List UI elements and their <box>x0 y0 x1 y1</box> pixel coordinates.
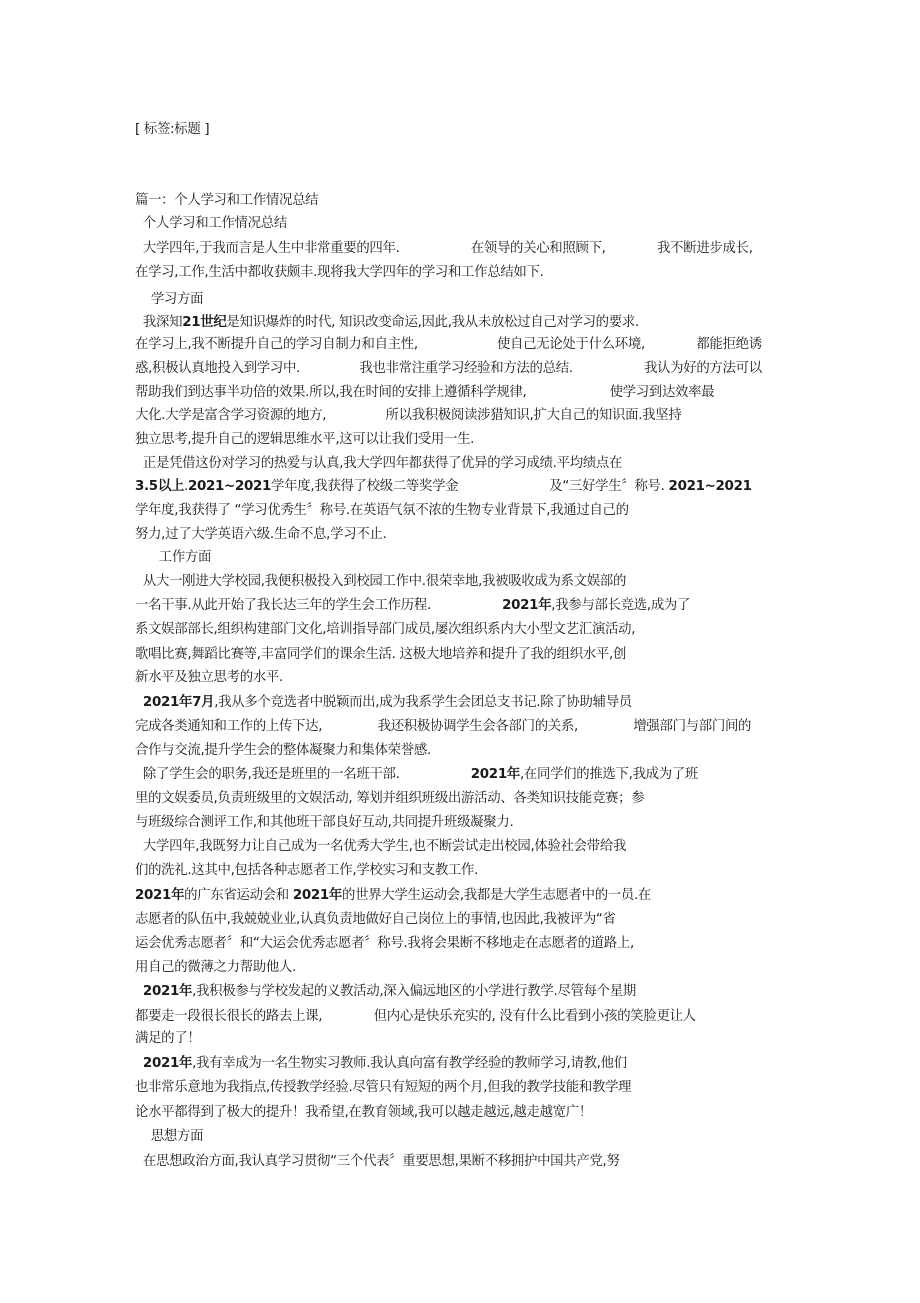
text-line: 帮助我们到达事半功倍的效果.所以,我在时间的安排上遵循科学规律, 使学习到达效率最 <box>135 385 715 400</box>
text-line: 在学习,工作,生活中都收获颇丰.现将我大学四年的学习和工作总结如下. <box>135 265 544 280</box>
text-line: 满足的了！ <box>135 1031 201 1046</box>
text-line: 2021年,我有幸成为一名生物实习教师.我认真向富有教学经验的教师学习,请教,他们 <box>142 1056 627 1071</box>
text-line: 完成各类通知和工作的上传下达, 我还积极协调学生会各部门的关系, 增强部门与部门间的 <box>135 719 752 734</box>
text-line: 与班级综合测评工作,和其他班干部良好互动,共同提升班级凝聚力. <box>135 815 514 830</box>
text-line: 独立思考,提升自己的逻辑思维水平,这可以让我们受用一生. <box>135 432 475 447</box>
text-line: 运会优秀志愿者〞和“大运会优秀志愿者〞称号.我将会果断不移地走在志愿者的道路上, <box>135 936 634 951</box>
text-line: 努力,过了大学英语六级.生命不息,学习不止. <box>135 527 387 542</box>
text-line: 也非常乐意地为我指点,传授教学经验.尽管只有短短的两个月,但我的教学技能和教学理 <box>135 1080 632 1095</box>
text-line: 2021年7月,我从多个竞选者中脱颖而出,成为我系学生会团总支书记.除了协助辅导员 <box>142 695 632 710</box>
text-line: 合作与交流,提升学生会的整体凝聚力和集体荣誉感. <box>135 743 431 758</box>
text-line: 里的文娱委员,负责班级里的文娱活动, 筹划并组织班级出游活动、各类知识技能竞赛；参 <box>135 791 645 806</box>
text-line: 大学四年,于我而言是人生中非常重要的四年. 在领导的关心和照顾下, 我不断进步成长, <box>135 241 753 256</box>
text-line: 大学四年,我既努力让自己成为一名优秀大学生,也不断尝试走出校园,体验社会带给我 <box>135 839 627 854</box>
text-line: 新水平及独立思考的水平. <box>135 670 283 685</box>
text-line: 们的洗礼.这其中,包括各种志愿者工作,学校实习和支教工作. <box>135 863 479 878</box>
text-line: 一名干事.从此开始了我长达三年的学生会工作历程. 2021年,我参与部长竞选,成为了 <box>135 598 691 613</box>
text-line: 学年度,我获得了 “学习优秀生〞称号.在英语气氛不浓的生物专业背景下,我通过自己的 <box>135 503 629 518</box>
text-line: 惑,积极认真地投入到学习中. 我也非常注重学习经验和方法的总结. 我认为好的方法可以 <box>135 361 762 376</box>
text-line: 我深知21世纪是知识爆炸的时代, 知识改变命运,因此,我从未放松过自己对学习的要求. <box>135 315 639 330</box>
text-line: 在学习上,我不断提升自己的学习自制力和自主性, 使自己无论处于什么环境, 都能拒绝诱 <box>135 337 762 352</box>
text-line: 工作方面 <box>135 550 212 565</box>
text-line: 从大一刚进大学校园,我便积极投入到校园工作中.很荣幸地,我被吸收成为系文娱部的 <box>135 574 627 589</box>
text-line: 志愿者的队伍中,我兢兢业业,认真负责地做好自己岗位上的事情,也因此,我被评为“省 <box>135 912 616 927</box>
text-line: 3.5以上.2021~2021学年度,我获得了校级二等奖学金 及“三好学生〞称号. 2021~2021 <box>135 479 752 494</box>
text-line: 学习方面 <box>135 292 204 307</box>
text-line: 论水平都得到了极大的提升！我希望,在教育领域,我可以越走越远,越走越宽广！ <box>135 1105 592 1120</box>
text-line: 思想方面 <box>135 1129 204 1144</box>
text-line: 歌唱比赛,舞蹈比赛等,丰富同学们的课余生活. 这极大地培养和提升了我的组织水平,创 <box>135 647 627 662</box>
text-line: 篇一：个人学习和工作情况总结 <box>135 193 319 208</box>
text-line: 大化.大学是富含学习资源的地方, 所以我积极阅读涉猎知识,扩大自己的知识面.我坚持 <box>135 408 682 423</box>
text-line: 2021年的广东省运动会和 2021年的世界大学生运动会,我都是大学生志愿者中的一员.在 <box>135 888 652 903</box>
text-line: 用自己的微薄之力帮助他人. <box>135 960 297 975</box>
text-line: 都要走一段很长很长的路去上课, 但内心是快乐充实的, 没有什么比看到小孩的笑脸更让人 <box>135 1009 696 1024</box>
text-line: 在思想政治方面,我认真学习贯彻“三个代表〞重要思想,果断不移拥护中国共产党,努 <box>135 1154 620 1169</box>
tag-line: [ 标签:标题 ] <box>135 122 210 137</box>
text-line: 个人学习和工作情况总结 <box>135 216 287 231</box>
text-line: 2021年,我积极参与学校发起的义教活动,深入偏远地区的小学进行教学.尽管每个星期 <box>142 984 636 999</box>
text-line: 系文娱部部长,组织构建部门文化,培训指导部门成员,屡次组织系内大小型文艺汇演活动, <box>135 622 636 637</box>
text-line: 正是凭借这份对学习的热爱与认真,我大学四年都获得了优异的学习成绩.平均绩点在 <box>135 456 623 471</box>
text-line: 除了学生会的职务,我还是班里的一名班干部. 2021年,在同学们的推选下,我成为了班 <box>135 767 699 782</box>
